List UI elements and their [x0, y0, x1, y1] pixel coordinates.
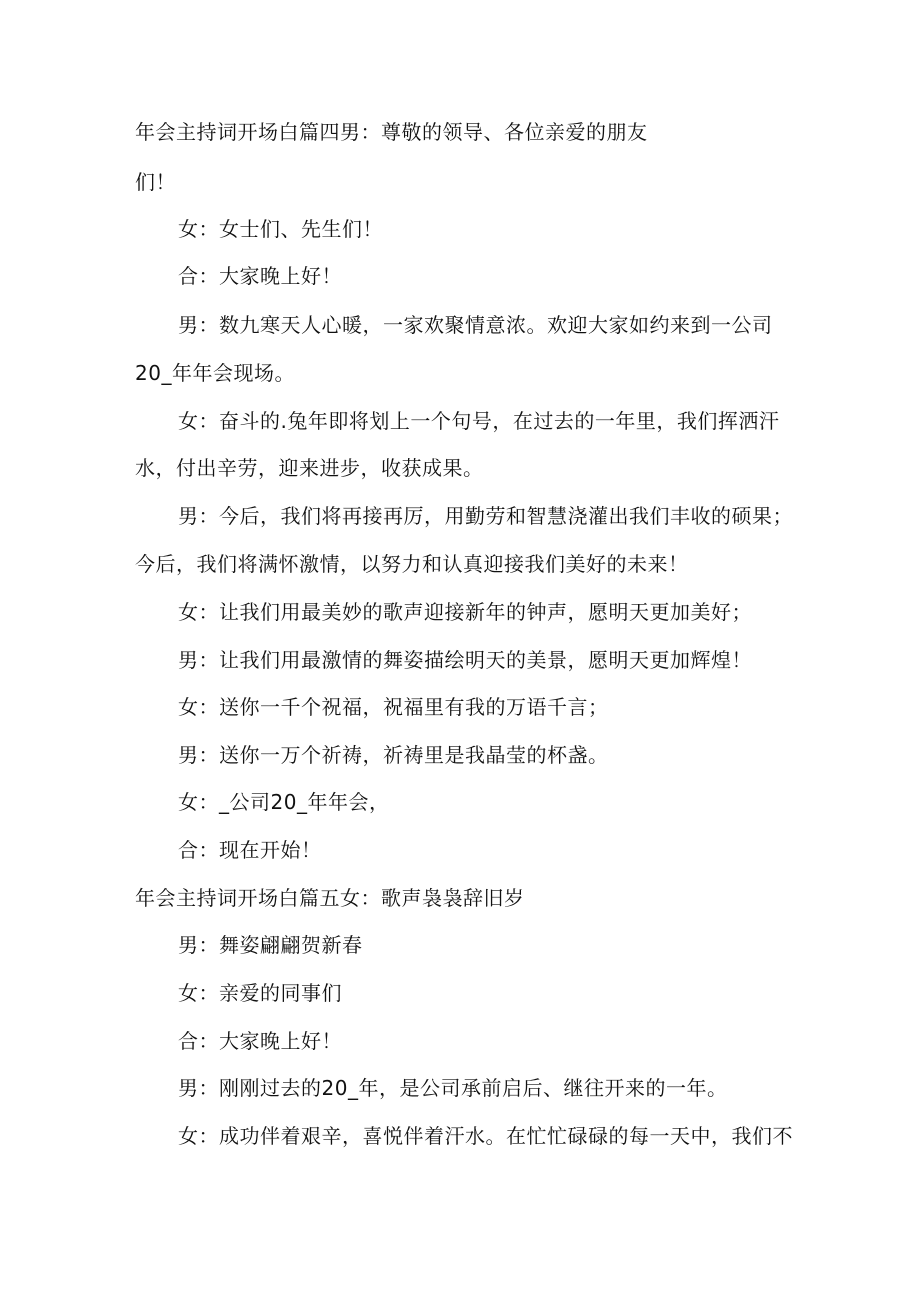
text-line: 男：刚刚过去的20_年，是公司承前启后、继往开来的一年。: [178, 1076, 728, 1100]
text-line: 合：大家晚上好！: [178, 264, 342, 288]
text-line: 年会主持词开场白篇五女：歌声袅袅辞旧岁: [135, 886, 525, 910]
text-line: 合：现在开始！: [178, 838, 322, 862]
text-line: 女：亲爱的同事们: [178, 981, 342, 1005]
text-line: 女：_公司20_年年会，: [178, 790, 390, 814]
text-line: 男：送你一万个祈祷，祈祷里是我晶莹的杯盏。: [178, 743, 609, 767]
text-line: 女：送你一千个祝福，祝福里有我的万语千言；: [178, 695, 609, 719]
text-line: 男：数九寒天人心暖，一家欢聚情意浓。欢迎大家如约来到一公司: [178, 313, 773, 337]
text-line: 女：成功伴着艰辛，喜悦伴着汗水。在忙忙碌碌的每一天中，我们不: [178, 1124, 793, 1148]
text-line: 今后，我们将满怀激情，以努力和认真迎接我们美好的未来！: [135, 552, 689, 576]
text-line: 合：大家晚上好！: [178, 1029, 342, 1053]
text-line: 女：女士们、先生们！: [178, 217, 383, 241]
text-line: 水，付出辛劳，迎来进步，收获成果。: [135, 456, 484, 480]
text-line: 男：舞姿翩翩贺新春: [178, 933, 363, 957]
text-line: 女：让我们用最美妙的歌声迎接新年的钟声，愿明天更加美好；: [178, 600, 752, 624]
text-line: 年会主持词开场白篇四男：尊敬的领导、各位亲爱的朋友: [135, 120, 648, 144]
text-line: 男：今后，我们将再接再厉，用勤劳和智慧浇灌出我们丰收的硕果；: [178, 504, 793, 528]
text-line: 男：让我们用最激情的舞姿描绘明天的美景，愿明天更加辉煌！: [178, 648, 752, 672]
text-line: 们！: [135, 170, 176, 194]
text-line: 20_年年会现场。: [135, 361, 295, 385]
text-line: 女：奋斗的.兔年即将划上一个句号，在过去的一年里，我们挥洒汗: [178, 409, 780, 433]
